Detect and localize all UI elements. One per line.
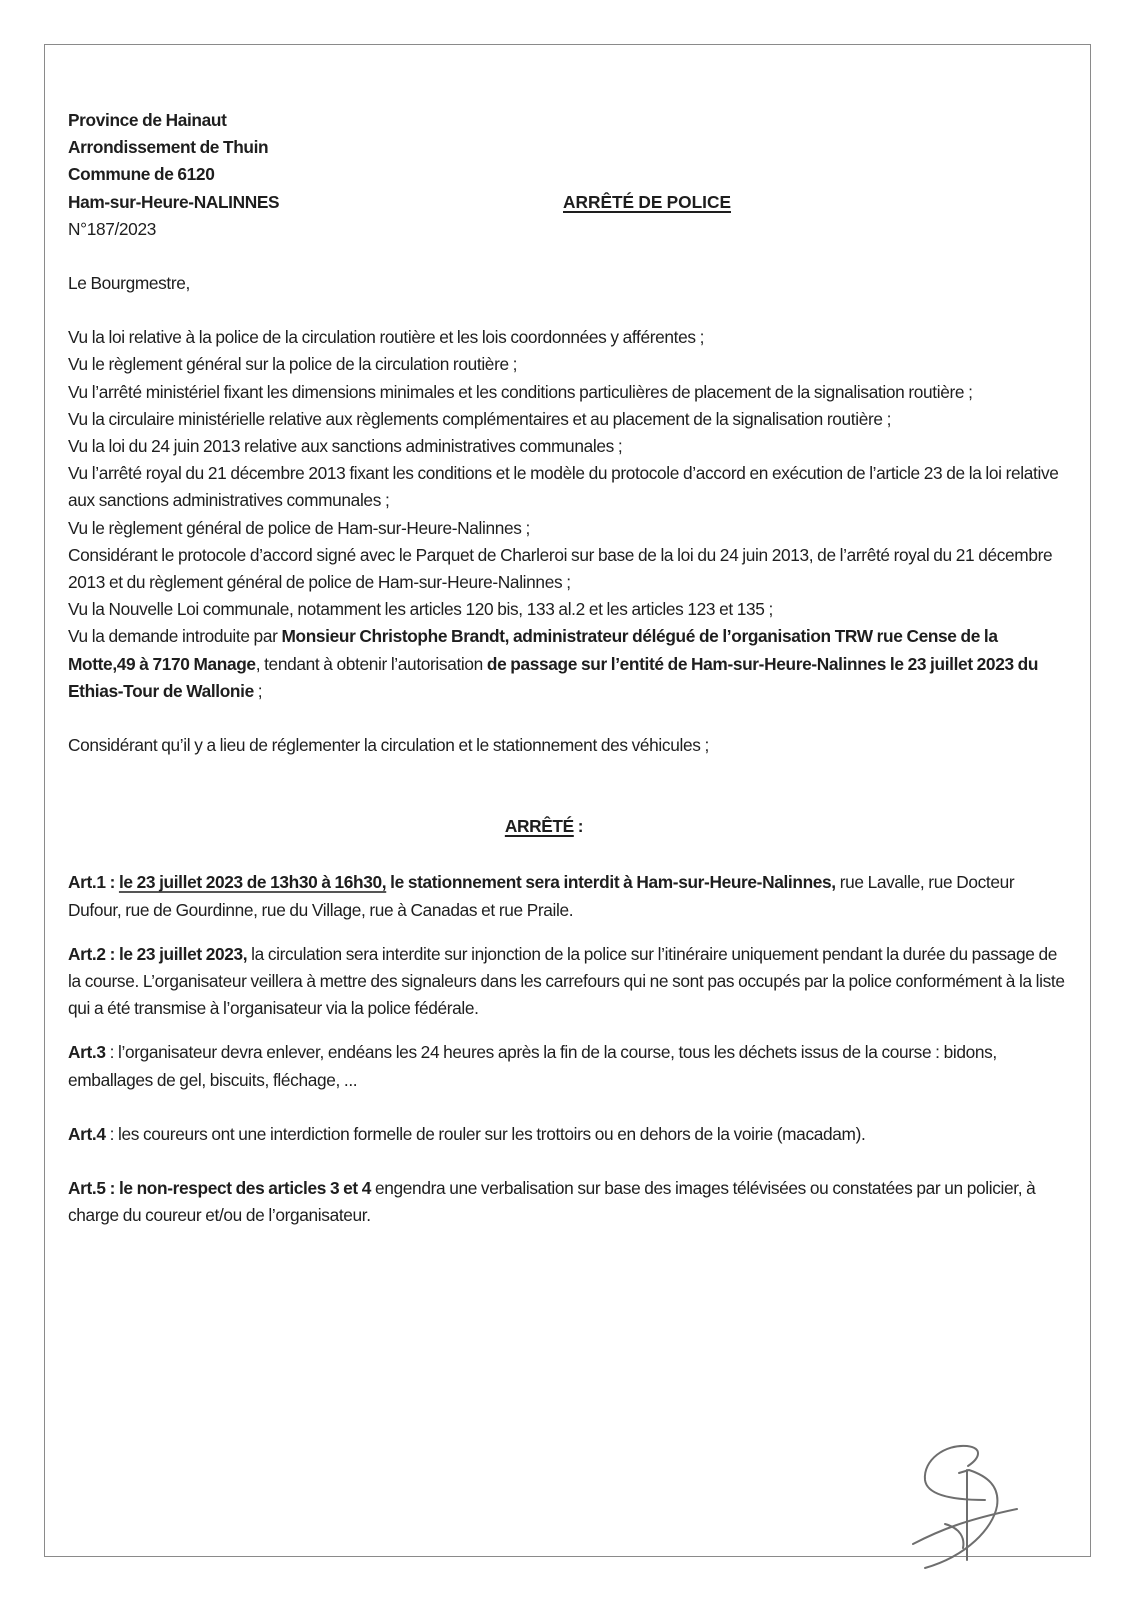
request-middle: , tendant à obtenir l’autorisation xyxy=(255,653,487,674)
article-label: Art.1 : xyxy=(68,872,119,893)
decree-heading-label: ARRÊTÉ xyxy=(504,816,574,837)
article-label: Art.2 : xyxy=(68,943,119,964)
article-text: engendra une verbalisation sur base des images télévisées ou constatées par un policier, à charge du coureur et/ou de l’organisateur. xyxy=(68,1178,1036,1226)
preamble-item: Vu la loi relative à la police de la circulation routière et les lois coordonnées y afférentes ; xyxy=(68,327,705,348)
preamble-item: Vu la circulaire ministérielle relative aux règlements complémentaires et au placement de la signalisation routière ; xyxy=(68,408,892,429)
request-intro: Vu la demande introduite par xyxy=(68,626,282,647)
preamble-item: Considérant le protocole d’accord signé avec le Parquet de Charleroi sur base de la loi du 24 juin 2013, de l’arrêté royal du 21 décembre 2013 et du règlement général de police de Ham-sur-Heure-Nalinnes ; xyxy=(68,544,1053,593)
salutation: Le Bourgmestre, xyxy=(68,273,191,294)
header-province: Province de Hainaut xyxy=(68,110,227,130)
article-bold-text: le 23 juillet 2023, xyxy=(118,943,248,964)
preamble-request xyxy=(68,623,1068,705)
handwritten-signature-icon xyxy=(905,1420,1035,1570)
article-bold-text: le stationnement sera interdit à Ham-sur-Heure-Nalinnes, xyxy=(386,872,836,893)
article-5 xyxy=(68,1175,1068,1229)
article-1 xyxy=(68,869,1068,923)
header-municipality: Ham-sur-Heure-NALINNES xyxy=(68,191,280,212)
document-title: ARRÊTÉ DE POLICE xyxy=(563,191,731,212)
article-2 xyxy=(68,941,1068,1023)
article-bold-text: le non-respect des articles 3 et 4 xyxy=(118,1178,372,1199)
preamble-item: Vu l’arrêté royal du 21 décembre 2013 fixant les conditions et le modèle du protocole d’accord en exécution de l’article 23 de la loi relative aux sanctions administratives communales ; xyxy=(68,463,1059,511)
document-header xyxy=(68,107,1068,243)
preamble-considering: Considérant qu’il y a lieu de réglementer la circulation et le stationnement des véhicules ; xyxy=(68,735,709,756)
preamble-item: Vu le règlement général de police de Ham-sur-Heure-Nalinnes ; xyxy=(68,517,530,538)
header-arrondissement: Arrondissement de Thuin xyxy=(68,137,269,158)
article-3 xyxy=(68,1039,1068,1093)
preamble-item: Vu le règlement général sur la police de la circulation routière ; xyxy=(68,354,518,375)
header-commune: Commune de 6120 xyxy=(68,164,215,185)
article-label: Art.5 : xyxy=(68,1178,119,1199)
preamble-item: Vu la loi du 24 juin 2013 relative aux sanctions administratives communales ; xyxy=(68,436,623,457)
article-text: : les coureurs ont une interdiction formelle de rouler sur les trottoirs ou en dehors de la voirie (macadam). xyxy=(105,1123,866,1144)
preamble-item: Vu la Nouvelle Loi communale, notamment les articles 120 bis, 133 al.2 et les articles 123 et 135 ; xyxy=(68,599,773,620)
article-4 xyxy=(68,1121,1068,1148)
decree-number: N°187/2023 xyxy=(68,218,156,239)
document-body xyxy=(68,107,1068,1230)
decree-heading xyxy=(44,813,1044,840)
preamble xyxy=(68,324,1068,705)
article-text: la circulation sera interdite sur injonction de la police sur l’itinéraire uniquement pendant la durée du passage de la course. L’organisateur veillera à mettre des signaleurs dans les carrefours qui ne sont pas occupés par la police conformément à la liste qui a été transmise à l’organisateur via la police fédérale. xyxy=(68,943,1065,1019)
request-requester: Monsieur Christophe Brandt, administrateur délégué de l’organisation TRW rue Cense de la Motte,49 à 7170 Manage xyxy=(68,626,998,674)
article-label: Art.3 xyxy=(68,1042,106,1063)
article-text: : l’organisateur devra enlever, endéans les 24 heures après la fin de la course, tous les déchets issus de la course : bidons, emballages de gel, biscuits, fléchage, ... xyxy=(68,1042,997,1090)
request-object: de passage sur l’entité de Ham-sur-Heure-Nalinnes le 23 juillet 2023 du Ethias-Tour de Wallonie xyxy=(68,653,1039,701)
article-date: le 23 juillet 2023 de 13h30 à 16h30, xyxy=(118,872,387,893)
request-end: ; xyxy=(253,680,263,701)
article-label: Art.4 xyxy=(68,1123,106,1144)
decree-heading-suffix: : xyxy=(573,816,584,837)
article-text: rue Lavalle, rue Docteur Dufour, rue de Gourdinne, rue du Village, rue à Canadas et rue Praile. xyxy=(68,872,1015,920)
preamble-item: Vu l’arrêté ministériel fixant les dimensions minimales et les conditions particulières de placement de la signalisation routière ; xyxy=(68,381,973,402)
